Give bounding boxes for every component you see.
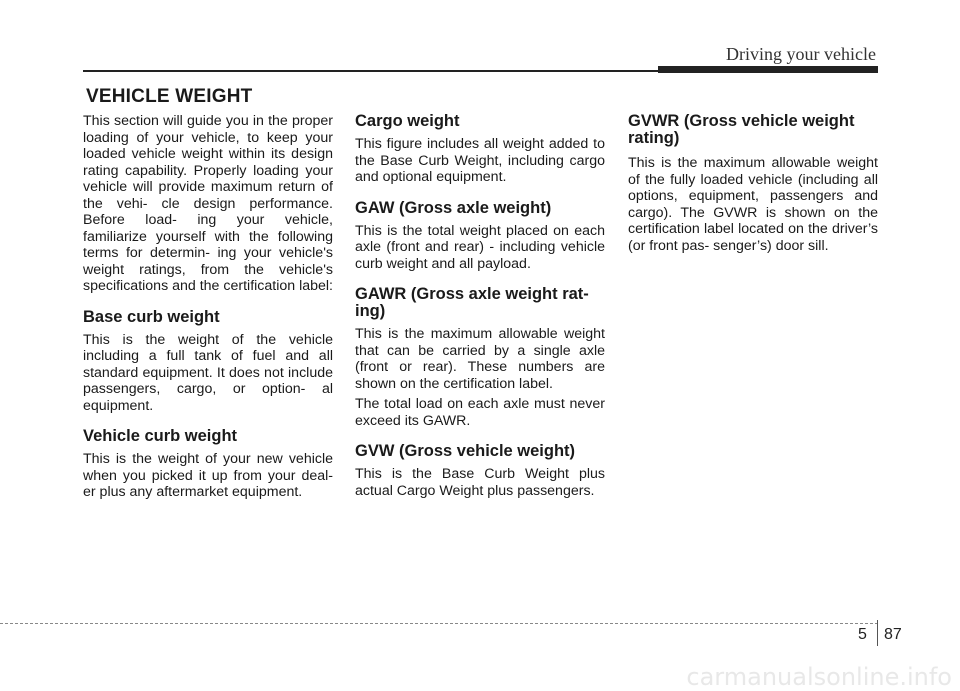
running-header: Driving your vehicle — [726, 44, 876, 64]
section-title: VEHICLE WEIGHT — [86, 86, 253, 107]
cargo-paragraph: This figure includes all weight added to the Base Curb Weight, including cargo and optional equipment. — [355, 136, 605, 185]
page-number-divider — [877, 620, 878, 646]
gvw-heading: GVW (Gross vehicle weight) — [355, 442, 576, 460]
gawr-paragraph-1: This is the maximum allowable weight that can be carried by a single axle (front or rear). These numbers are shown on the certification label. — [355, 326, 605, 392]
vehicle-curb-paragraph: This is the weight of your new vehicle when you picked it up from your deal- er plus any aftermarket equipment. — [83, 451, 333, 500]
gvwr-heading: GVWR (Gross vehicle weight rating) — [628, 112, 855, 147]
gvw-paragraph: This is the Base Curb Weight plus actual Cargo Weight plus passengers. — [355, 466, 605, 499]
gawr-paragraph-2: The total load on each axle must never exceed its GAWR. — [355, 396, 605, 429]
base-curb-paragraph: This is the weight of the vehicle including a full tank of fuel and all standard equipment. It does not include passengers, cargo, or option- al equipment. — [83, 331, 333, 414]
column-3 — [628, 113, 878, 258]
watermark: carmanualsonline.info — [686, 663, 952, 691]
vehicle-curb-heading: Vehicle curb weight — [83, 427, 238, 445]
gawr-heading: GAWR (Gross axle weight rat- ing) — [355, 285, 589, 320]
gaw-paragraph: This is the total weight placed on each axle (front and rear) - including vehicle curb weight and all payload. — [355, 222, 605, 272]
column-1 — [83, 113, 333, 505]
footer-rule — [0, 623, 878, 624]
gvwr-paragraph: This is the maximum allowable weight of the fully loaded vehicle (including all options, equipment, passengers and cargo). The GVWR is shown on the certification label located on the driver’s (or front pas- senger’s) door sill. — [628, 155, 878, 254]
header-rule-accent — [658, 66, 878, 73]
cargo-heading: Cargo weight — [355, 112, 460, 130]
base-curb-heading: Base curb weight — [83, 307, 220, 326]
gaw-heading: GAW (Gross axle weight) — [355, 198, 552, 217]
intro-paragraph: This section will guide you in the proper loading of your vehicle, to keep your loaded vehicle weight within its design rating capability. Properly loading your vehicle will provide maximum return of the vehi- cle design performance. Before load- ing your vehicle, familiarize yourself with the following terms for determin- ing your vehicle's weight ratings, from the vehicle's specifications and the certification label: — [83, 113, 333, 294]
column-2 — [355, 113, 605, 503]
chapter-number: 5 — [858, 626, 867, 643]
page-number: 87 — [884, 626, 902, 643]
header-rule — [83, 70, 663, 72]
